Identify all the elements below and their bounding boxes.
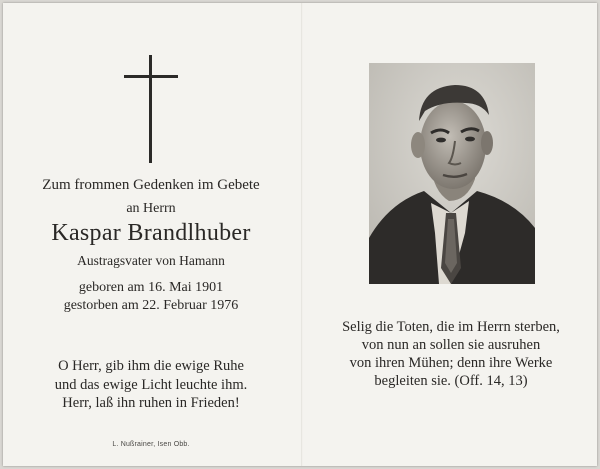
prayer-line: O Herr, gib ihm die ewige Ruhe [58, 358, 244, 374]
printer-imprint: L. Nußrainer, Isen Obb. [112, 441, 190, 448]
left-panel [3, 3, 299, 466]
deceased-role: Austragsvater von Hamann [77, 253, 225, 268]
scripture-line: von nun an sollen sie ausruhen [361, 337, 541, 353]
scripture-line: Selig die Toten, die im Herrn sterben, [342, 319, 560, 335]
cross-icon [124, 55, 178, 163]
card-fold [301, 3, 303, 466]
memorial-card [3, 3, 597, 466]
deceased-name: Kaspar Brandlhuber [51, 220, 251, 246]
birth-date: geboren am 16. Mai 1901 [78, 280, 224, 295]
an-herrn-text: an Herrn [126, 201, 176, 216]
prayer-line: und das ewige Licht leuchte ihm. [54, 377, 248, 393]
right-panel [305, 3, 597, 466]
death-date: gestorben am 22. Februar 1976 [63, 298, 239, 313]
dedication-text: Zum frommen Gedenken im Gebete [42, 177, 260, 193]
portrait-photo [369, 63, 535, 284]
scripture-line: begleiten sie. (Off. 14, 13) [374, 373, 528, 389]
scripture-line: von ihren Mühen; denn ihre Werke [349, 355, 553, 371]
prayer-line: Herr, laß ihn ruhen in Frieden! [62, 395, 240, 411]
